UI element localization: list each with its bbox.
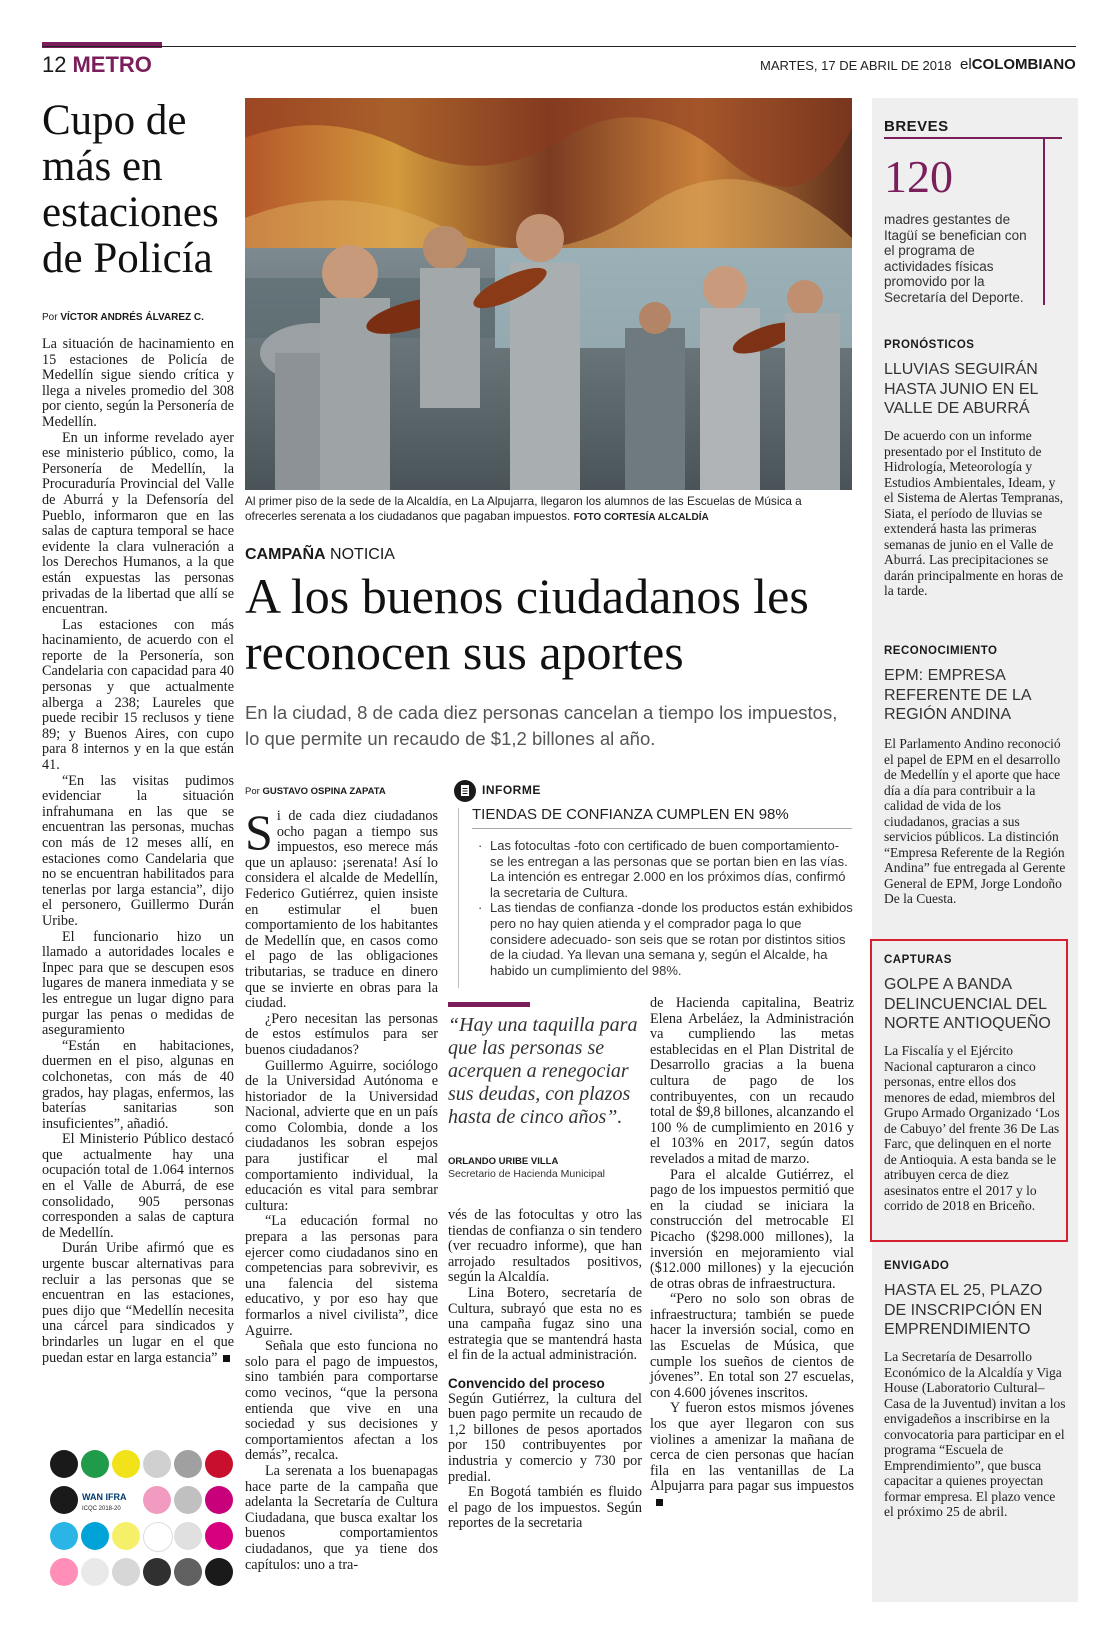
left-article-headline: Cupo de más en estaciones de Policía — [42, 97, 219, 282]
main-article-kicker: CAMPAÑA NOTICIA — [245, 546, 395, 563]
paragraph: ¿Pero necesitan las personas de estos estímulos para ser buenos ciudadanos? — [245, 1010, 438, 1058]
color-swatch — [50, 1558, 78, 1586]
section-subhead: Convencido del proceso — [448, 1375, 605, 1391]
informe-side-rule — [458, 808, 459, 988]
header-accent-bar — [42, 42, 162, 48]
brief-title: GOLPE A BANDA DELINCUENCIAL DEL NORTE ANTIOQUEÑO — [884, 976, 1051, 1032]
color-swatch — [50, 1522, 78, 1550]
paragraph: Señala que esto funciona no solo para el pago de impuestos, sino también para comportarse como vecinos, “que la persona entienda que vive en una sociedad y sus decisiones y comportamientos afectan a los demás”, recalca. — [245, 1338, 438, 1464]
main-article-headline: A los buenos ciudadanos les reconocen sus aportes — [245, 568, 809, 680]
paragraph: vés de las fotocultas y otro las tiendas de confianza o sin tendero (ver recuadro informe), que han arrojado resultados positivos, según la Alcaldía. — [448, 1207, 642, 1286]
paragraph: El funcionario hizo un llamado a autoridades locales e Inpec para que se descupen esos lugares de manera inmediata y se les entregue un lugar digno para purgar las penas o medidas de aseguramiento — [42, 928, 234, 1039]
paragraph: Para el alcalde Gutiérrez, el pago de los impuestos permitió que en la ciudad se iniciara la construcción del metrocable El Picacho ($298.000 millones), la inversión en mejoramiento vial ($12.000 millones) y la ejecución de otras obras de infraestructura. — [650, 1166, 854, 1292]
paragraph: Según Gutiérrez, la cultura del buen pago permite un recaudo de 1,2 billones de pesos aportados por 150 contribuyentes por industria y comercio y 730 por predial. — [448, 1390, 642, 1485]
quote-accent-bar — [448, 1002, 530, 1007]
main-article-column-1 — [245, 804, 438, 1573]
paragraph: “La educación formal no prepara a las personas para ejercer como ciudadanos sino en competencias para sobrevivir, es una falencia del sistema educativo, y por eso hay que formarlos a nivel civilista”, dice Aguirre. — [245, 1213, 438, 1339]
brief-body: La Secretaría de Desarrollo Económico de la Alcaldía y Viga House (Laboratorio Cultural–Casa de la Juventud) invitan a los envigadeños a inscribirse en la convocatoria para participar en el programa “Escuela de Emprendimiento”, que busca capacitar a quienes proyectan formar empresa. El plazo vence el próximo 25 de abril. — [884, 1349, 1066, 1519]
paragraph: La serenata a los buenapagas hace parte de la campaña que adelanta la Secretaría de Cultura Ciudadana, que busca exaltar los buenos comportamientos ciudadanos, que ya tiene dos capítulos: uno a tra- — [245, 1462, 438, 1573]
informe-list — [476, 838, 854, 978]
color-swatch — [50, 1450, 78, 1478]
page-number: 12 METRO — [42, 52, 152, 77]
left-article-body — [42, 337, 234, 1366]
list-item: · Las tiendas de confianza -donde los productos están exhibidos pero no hay quien atienda y el comprador paga lo que considere adecuado- son seis que se rotan por distintos sitios de la ciudad. Ya llevan una semana y, según el Alcalde, ha habido un cumplimiento del 98%. — [476, 900, 854, 978]
paragraph: Durán Uribe afirmó que es urgente buscar alternativas para recluir a las personas que se encuentran en las estaciones, pues dijo que “Medellín necesita una cárcel para sindicados y brindarles un lugar en el que puedan estar en larga estancia” — [42, 1240, 234, 1366]
paragraph: Guillermo Aguirre, sociólogo de la Universidad Autónoma e historiador de la Universidad Nacional, advierte que en un país como Colombia, donde a los ciudadanos les sobran espejos para justificar el mal comportamiento individual, la educación es vital para sembrar cultura: — [245, 1057, 438, 1214]
main-article-column-2 — [448, 1208, 642, 1532]
paragraph: Lina Botero, secretaría de Cultura, subrayó que esta no es una campaña fugaz sino una estrategia que se mantendrá hasta el fin de la actual administración. — [448, 1284, 642, 1364]
list-item: · Las fotocultas -foto con certificado de buen comportamiento- se les entregan a las personas que se portan bien en las vías. La intención es entregar 2.000 en los próximos días, confirmó la secretaria de Cultura. — [476, 838, 854, 900]
brief-body: La Fiscalía y el Ejército Nacional capturaron a cinco personas, entre ellos dos menores de edad, miembros del Grupo Armado Organizado ‘Los de Cabuyo’ del frente 36 De Las Farc, que delinquen en el norte de Antioquia. A esta banda se le atribuyen cerca de diez asesinatos entre el 2017 y lo corrido de 2018 en Briceño. — [884, 1043, 1060, 1213]
quote-author: ORLANDO URIBE VILLA — [448, 1156, 559, 1167]
brief-title: HASTA EL 25, PLAZO DE INSCRIPCIÓN EN EMPRENDIMIENTO — [884, 1282, 1043, 1338]
brief-body: El Parlamento Andino reconoció el papel de EPM en el desarrollo de Medellín y el aporte que hace día a día para contribuir a la calidad de vida de los ciudadanos, gracias a sus servicios públicos. La distinción “Empresa Referente de la Región Andina” fue entregada al Gerente General de EPM, Jorge Londoño De la Cuesta. — [884, 736, 1066, 906]
main-article-column-3 — [650, 996, 854, 1511]
left-article-byline: Por VÍCTOR ANDRÉS ÁLVAREZ C. — [42, 312, 204, 323]
end-mark-icon — [656, 1499, 663, 1506]
color-swatch — [143, 1522, 173, 1552]
color-swatch — [50, 1486, 78, 1514]
document-icon — [454, 780, 476, 802]
paragraph: En un informe revelado ayer ese ministerio público, como, la Personería de Medellín, la Procuraduría Provincial del Valle de Aburrá y la Defensoría del Pueblo, informaron que en las salas de captura temporal se hace evidente la clara vulneración a los Derechos Humanos, a la que están expuestas las personas privadas de la libertad que allí se encuentran. — [42, 429, 234, 618]
color-swatch — [81, 1558, 109, 1586]
color-swatch — [112, 1450, 140, 1478]
color-swatch — [81, 1522, 109, 1550]
main-article-byline: Por GUSTAVO OSPINA ZAPATA — [245, 786, 386, 797]
paragraph: “Están en habitaciones, duermen en el piso, algunas en colchonetas, con más de 40 grados, hay plagas, enfermos, las baterías sanitarias son insuficientes”, añadió. — [42, 1037, 234, 1132]
color-swatch — [143, 1450, 171, 1478]
breves-description: madres gestantes de Itagüí se benefician con el programa de actividades físicas promovido por la Secretaría del Deporte. — [884, 212, 1027, 305]
breves-side-rule — [1043, 137, 1045, 305]
quote-author-role: Secretario de Hacienda Municipal — [448, 1168, 606, 1180]
color-swatch — [205, 1558, 233, 1586]
color-swatch — [205, 1450, 233, 1478]
paragraph: “En las visitas pudimos evidenciar la situación infrahumana en las que se encuentran las personas, muchas con más de 12 meses allí, en estaciones como Candelaria que no se encuentran habilitados para tenerlas por larga estancia”, dijo el personero, Guillermo Durán Uribe. — [42, 772, 234, 929]
color-swatch — [143, 1486, 171, 1514]
paragraph: En Bogotá también es fluido el pago de los impuestos. Según reportes de la secretaria — [448, 1484, 642, 1532]
paragraph: “Pero no solo son obras de infraestructura; también se puede hacer la inversión social, como en las Escuelas de Música, que cumple los sueños de cientos de jóvenes”. En total son 27 escuelas, con 4.600 jóvenes inscritos. — [650, 1291, 854, 1401]
color-swatch — [205, 1486, 233, 1514]
main-article-subhead: En la ciudad, 8 de cada diez personas cancelan a tiempo los impuestos, lo que permite un recaudo de $1,2 billones al año. — [245, 702, 838, 749]
informe-label: INFORME — [482, 783, 541, 797]
breves-highlight-number: 120 — [884, 151, 953, 202]
brief-section-label: ENVIGADO — [884, 1260, 950, 1272]
color-swatch — [112, 1522, 140, 1550]
color-swatch — [174, 1522, 202, 1550]
color-swatch — [143, 1558, 171, 1586]
color-swatch — [174, 1450, 202, 1478]
informe-rule — [472, 828, 852, 829]
color-swatch — [174, 1558, 202, 1586]
photo-credit: FOTO CORTESÍA ALCALDÍA — [573, 512, 709, 523]
informe-title: TIENDAS DE CONFIANZA CUMPLEN EN 98% — [472, 806, 789, 823]
paragraph: Y fueron estos mismos jóvenes los que ayer llegaron con sus violines a amenizar la mañana de cerca de cien personas que hacían fila en las ventanillas de La Alpujarra para pagar sus impuestos — [650, 1401, 854, 1510]
print-color-bar — [50, 1450, 236, 1592]
color-swatch — [81, 1450, 109, 1478]
end-mark-icon — [223, 1355, 230, 1362]
color-swatch — [112, 1558, 140, 1586]
icqc-code: ICQC 2018-20 — [82, 1506, 121, 1512]
brief-section-label: PRONÓSTICOS — [884, 339, 975, 351]
edition-date: MARTES, 17 DE ABRIL DE 2018 — [760, 58, 952, 73]
wan-ifra-logo: WAN IFRA — [82, 1492, 127, 1502]
lead-paragraph: Si de cada diez ciudadanos ocho pagan a tiempo sus impuestos, eso merece más que un aplauso: ¡serenata! Así lo considera el alcalde de Medellín, Federico Gutiérrez, quien insiste en estimular el buen comportamiento de los habitantes de Medellín que, en casos como el pago de las obligaciones tributarias, se traduce en dinero que se invierte en obras para la ciudad. — [245, 804, 438, 1012]
newspaper-brand: elCOLOMBIANO — [960, 56, 1076, 73]
brief-body: De acuerdo con un informe presentado por el Instituto de Hidrología, Meteorología y Estudios Ambientales, Ideam, y el Sistema de Alertas Tempranas, Siata, el período de lluvias se extenderá hasta las primeras semanas de junio en el Valle de Aburrá. Las precipitaciones se darán principalmente en horas de la tarde. — [884, 428, 1064, 598]
brief-title: LLUVIAS SEGUIRÁN HASTA JUNIO EN EL VALLE DE ABURRÁ — [884, 361, 1038, 417]
section-name: METRO — [72, 52, 152, 77]
photo-caption: Al primer piso de la sede de la Alcaldía, en La Alpujarra, llegaron los alumnos de las Escuelas de Música a ofrecerles serenata a los ciudadanos que pagaban impuestos. FOTO CORTESÍA ALCALDÍA — [245, 494, 802, 523]
paragraph: El Ministerio Público destacó que actualmente hay una ocupación total de 1.064 internos en el Valle de Aburrá, de ese consolidado, 905 personas corresponden a salas de captura de Medellín. — [42, 1131, 234, 1241]
dropcap: S — [245, 804, 273, 860]
breves-label: BREVES — [884, 118, 949, 135]
pull-quote: “Hay una taquilla para que las personas se acerquen a renegociar sus deudas, con plazos hasta de cinco años”. — [448, 1014, 638, 1128]
brief-title: EPM: EMPRESA REFERENTE DE LA REGIÓN ANDINA — [884, 667, 1031, 723]
main-photo — [245, 98, 852, 490]
paragraph: de Hacienda capitalina, Beatriz Elena Arbeláez, la Administración va cumpliendo las metas establecidas en el Plan Distrital de Desarrollo gracias a la buena cultura de pago de los contribuyentes, con un recaudo total de $9,8 billones, alcanzando el 100 % de cumplimiento en 2016 y el 103% en 2017, según datos revelados a mitad de marzo. — [650, 995, 854, 1167]
paragraph: Las estaciones con más hacinamiento, de acuerdo con el reporte de la Personería, son Candelaria con capacidad para 40 personas y que actualmente alberga a 238; Laureles que puede recibir 15 reclusos y tiene 89; y Buenos Aires, con cupo para 8 internos y en la que están 41. — [42, 616, 234, 774]
breves-rule — [884, 137, 1062, 139]
brief-section-label: RECONOCIMIENTO — [884, 645, 998, 657]
color-swatch — [174, 1486, 202, 1514]
color-swatch — [205, 1522, 233, 1550]
paragraph: La situación de hacinamiento en 15 estaciones de Policía de Medellín sigue siendo crítica y llega a niveles promedio del 308 por ciento, según la Personería de Medellín. — [42, 336, 234, 430]
brief-section-label: CAPTURAS — [884, 954, 952, 966]
serenade-photo-illustration — [245, 98, 852, 490]
header-rule — [42, 46, 1076, 47]
